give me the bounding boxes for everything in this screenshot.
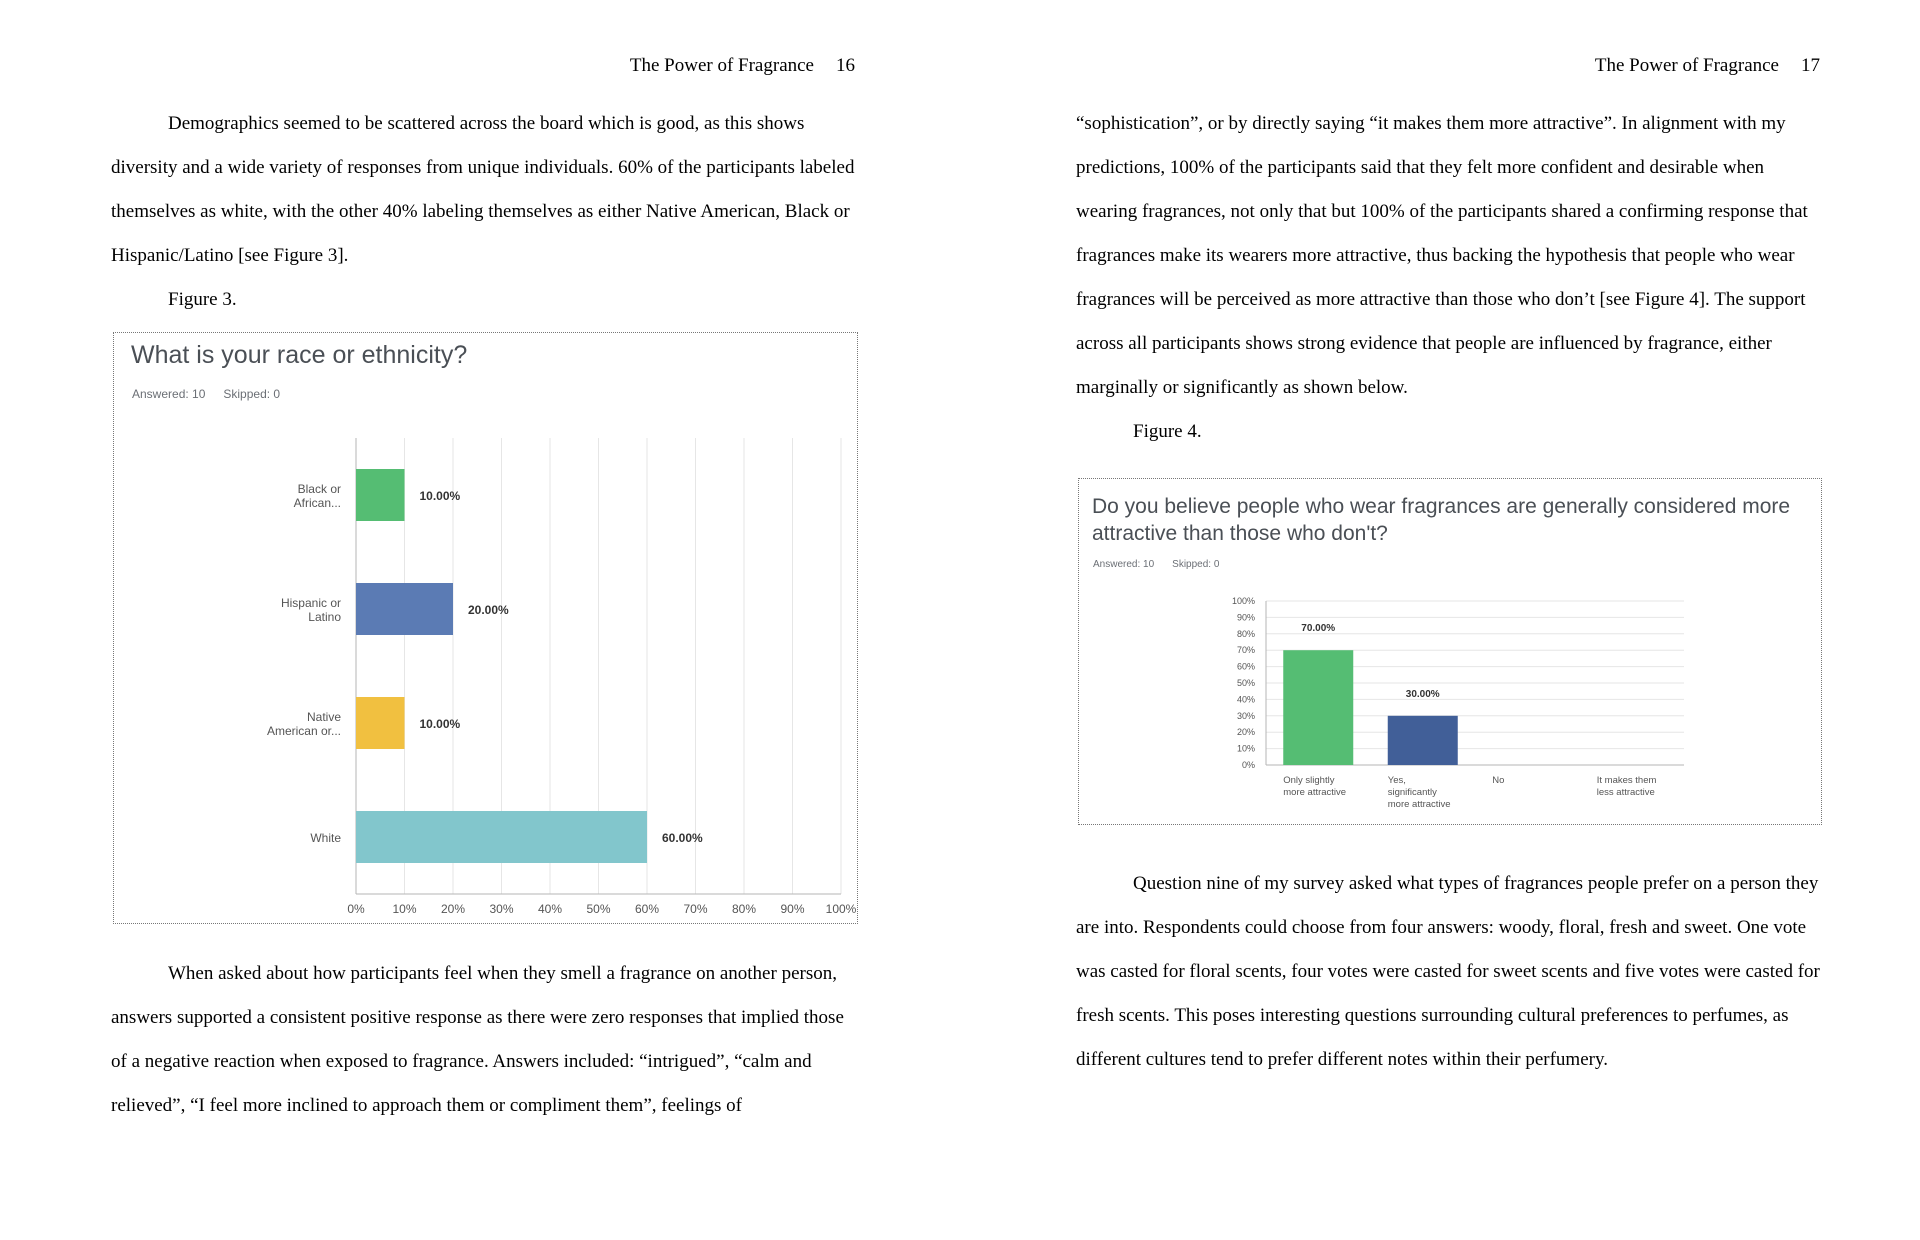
- chart-title: What is your race or ethnicity?: [131, 341, 468, 369]
- y-tick-label: 90%: [1236, 612, 1255, 623]
- category-label: American or...: [266, 724, 341, 738]
- y-tick-label: 30%: [1236, 710, 1255, 721]
- chart-title: Do you believe people who wear fragrances are generally considered more attractive than those who don't?: [1092, 495, 1791, 545]
- category-label: Hispanic or: [280, 596, 341, 610]
- x-tick-label: 30%: [489, 902, 514, 916]
- x-tick-label: 80%: [731, 902, 757, 916]
- category-label: less attractive: [1596, 787, 1655, 798]
- skipped-count: Skipped: 0: [223, 387, 281, 401]
- category-label: Only slightly: [1283, 775, 1335, 786]
- category-label: White: [310, 831, 341, 845]
- y-tick-label: 40%: [1236, 694, 1255, 705]
- x-tick-label: 10%: [392, 902, 417, 916]
- answered-count: Answered: 10: [132, 387, 206, 401]
- page-number: 16: [836, 55, 855, 76]
- bar: [356, 583, 453, 635]
- y-tick-label: 10%: [1236, 743, 1255, 754]
- running-head: [630, 55, 855, 77]
- category-label: Black or: [297, 482, 341, 496]
- body-text-bottom: [111, 952, 856, 1128]
- x-tick-label: 70%: [683, 902, 708, 916]
- skipped-count: Skipped: 0: [1172, 559, 1220, 570]
- category-label: Latino: [308, 610, 341, 624]
- figure-label: Figure 3.: [168, 289, 237, 310]
- data-label: 20.00%: [468, 603, 509, 617]
- bar-chart-horizontal: [114, 333, 857, 923]
- data-label: 60.00%: [662, 831, 703, 845]
- y-tick-label: 80%: [1236, 628, 1255, 639]
- answered-count: Answered: 10: [1093, 559, 1155, 570]
- body-text-top: [1076, 102, 1821, 454]
- category-label: No: [1492, 775, 1505, 786]
- x-tick-label: 90%: [780, 902, 805, 916]
- bar: [1283, 650, 1353, 765]
- paragraph: When asked about how participants feel when they smell a fragrance on another person, answers supported a consistent positive response as there were zero responses that implied those of a negative reaction when exposed to fragrance. Answers included: “intrigued”, “calm and relieved”, “I feel more inclined to approach them or compliment them”, feelings of: [111, 963, 844, 1116]
- bar: [356, 811, 647, 863]
- page-number: 17: [1801, 55, 1820, 76]
- data-label: 70.00%: [1301, 623, 1336, 635]
- data-label: 30.00%: [1405, 688, 1440, 700]
- bar: [1388, 716, 1458, 765]
- category-label: more attractive: [1283, 787, 1347, 798]
- category-label: Native: [306, 710, 341, 724]
- x-tick-label: 20%: [440, 902, 466, 916]
- y-tick-label: 0%: [1241, 760, 1255, 770]
- category-label: more attractive: [1387, 799, 1451, 810]
- figure-label: Figure 4.: [1133, 421, 1202, 442]
- figure-4-chart: [1078, 478, 1822, 825]
- x-tick-label: 100%: [825, 902, 857, 916]
- page-17: [960, 0, 1920, 1240]
- category-label: It makes them: [1596, 775, 1657, 786]
- running-head-title: The Power of Fragrance: [1594, 55, 1779, 76]
- bar: [356, 697, 405, 749]
- x-tick-label: 40%: [537, 902, 563, 916]
- y-tick-label: 60%: [1236, 661, 1255, 672]
- x-tick-label: 50%: [586, 902, 611, 916]
- category-label: Yes,: [1387, 775, 1406, 786]
- y-tick-label: 50%: [1236, 678, 1255, 688]
- x-tick-label: 60%: [634, 902, 660, 916]
- category-label: significantly: [1387, 787, 1437, 798]
- y-tick-label: 20%: [1236, 727, 1255, 738]
- body-text-top: [111, 102, 856, 322]
- category-label: African...: [293, 496, 341, 510]
- body-text-bottom: [1076, 862, 1821, 1082]
- y-tick-label: 100%: [1231, 596, 1255, 606]
- paragraph: Question nine of my survey asked what types of fragrances people prefer on a person they are into. Respondents could choose from four answers: woody, floral, fresh and sweet. One vote was casted for floral scents, four votes were casted for sweet scents and five votes were casted for fresh scents. This poses interesting questions surrounding cultural preferences to perfumes, as different cultures tend to prefer different notes within their perfumery.: [1076, 873, 1820, 1070]
- bar: [356, 469, 405, 521]
- paragraph: Demographics seemed to be scattered across the board which is good, as this shows diversity and a wide variety of responses from unique individuals. 60% of the participants labeled themselves as white, with the other 40% labeling themselves as either Native American, Black or Hispanic/Latino [see Figure 3].: [111, 113, 855, 266]
- paragraph: “sophistication”, or by directly saying “it makes them more attractive”. In alignment with my predictions, 100% of the participants said that they felt more confident and desirable when wearing fragrances, not only that but 100% of the participants shared a confirming response that fragrances make its wearers more attractive, thus backing the hypothesis that people who wear fragrances will be perceived as more attractive than those who don’t [see Figure 4]. The support across all participants shows strong evidence that people are influenced by fragrance, either marginally or significantly as shown below.: [1076, 113, 1808, 398]
- figure-3-chart: [113, 332, 858, 924]
- data-label: 10.00%: [419, 489, 461, 503]
- x-tick-label: 0%: [347, 902, 365, 916]
- bar-chart-vertical: [1079, 479, 1821, 824]
- y-tick-label: 70%: [1236, 645, 1255, 656]
- data-label: 10.00%: [419, 717, 461, 731]
- running-head: [1595, 55, 1820, 77]
- running-head-title: The Power of Fragrance: [629, 55, 814, 76]
